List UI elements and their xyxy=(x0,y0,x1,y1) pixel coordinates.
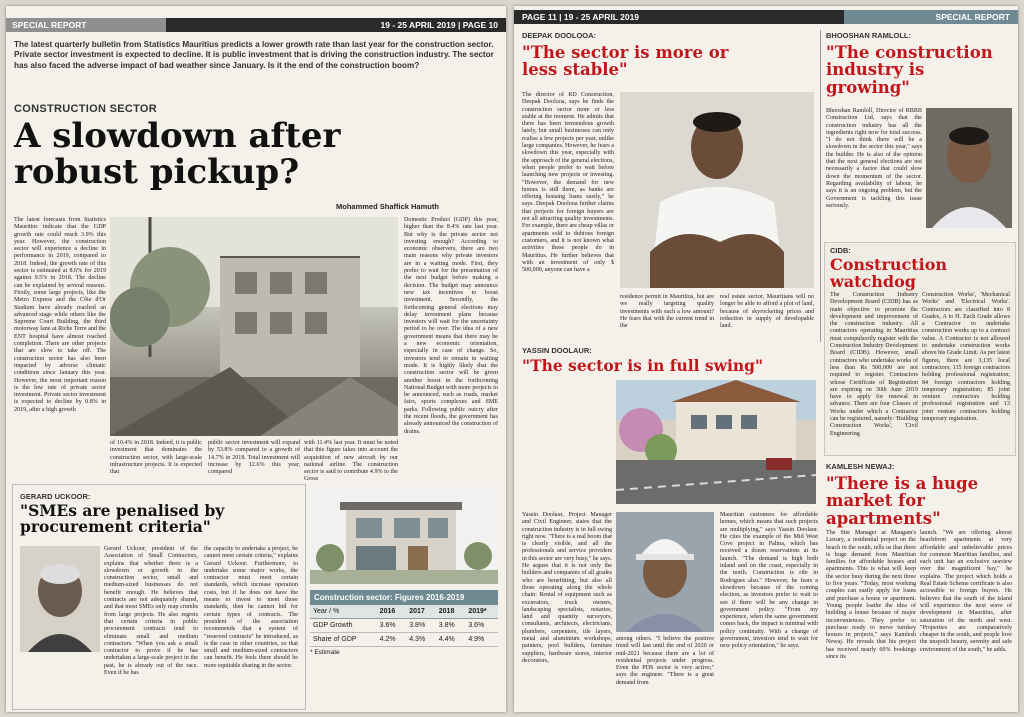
table-header-cell: 2016 xyxy=(377,605,407,619)
date-bar xyxy=(166,18,506,32)
portrait-illustration xyxy=(926,108,1012,228)
residential-project-photo xyxy=(616,380,816,504)
ramloll-kicker: BHOOSHAN RAMLOLL: xyxy=(826,31,911,40)
date-bar-text: 19 - 25 APRIL 2019 | PAGE 10 xyxy=(380,20,498,30)
table-cell: GDP Growth xyxy=(310,619,377,633)
section-tag-bar xyxy=(6,18,172,32)
kicker: CONSTRUCTION SECTOR xyxy=(14,103,158,115)
article-col-3: public sector investment will expand by 53.8% compared to a growth of 14.7% in 2018. Total investment will increase by 12.6% this year, compared xyxy=(208,440,300,476)
smes-headline: "SMEs are penalised by procurement criteria" xyxy=(20,501,225,537)
ramloll-body: Bhooshan Ramloll, Director of RBRB Construction Ltd, says that the construction industry has all the ingredients right now for total success. "I do not think there will be a slowdown in the sector this year," says the builder. He is also of the opinion that the next general elections are not necessarily a factor that could slow down the momentum of the sector. Regarding availability of labour, he says it is an ongoing problem, but the Government is tackling this issue seriously. xyxy=(826,108,922,209)
smes-col-2: the capacity to undertake a project, he cannot meet certain criteria," explains Gerard Uckoor. Furthermore, to undertake some major works, the contractor must meet certain standards, which increase operation costs, but if he does not have the means to invest to meet those standards, then he cannot bid for certain types of contracts. The president of the association recommends that a system of "reserved contracts" be introduced, as is the case in other countries, so that small and medium-sized contractors can benefit. He feels there should be more equitable sharing in the sector. xyxy=(204,546,298,669)
construction-site-illustration xyxy=(110,217,398,436)
table-header-row xyxy=(310,605,498,619)
table-row xyxy=(310,633,498,647)
table-cell: 3.6% xyxy=(377,619,407,633)
doolaur-col-1: Yassin Doolaur, Project Manager and Civil Engineer, states that the construction industry is in full swing right now. "There is a real boom that is clearly visible, and all the professionals and service providers in this sector are very busy," he says. He argues that it is not only the builders and companies of all grades who are benefitting, but also all those operating along the whole chain: Rental of equipment such as excavators, truck owners, landscaping specialists, notaries, land and quantity surveyors, consultants, architects, electricians, plumbers, carpenters, tile layers, metal and aluminium workshops, painters, pool builders, furniture suppliers, hardware stores, interior decorators, xyxy=(522,512,612,664)
table-cell: 3.6% xyxy=(465,619,498,633)
construction-site-photo xyxy=(110,217,398,436)
date-bar-text: PAGE 11 | 19 - 25 APRIL 2019 xyxy=(522,12,640,22)
table-header-cell: 2018 xyxy=(436,605,466,619)
table-cell: 4.4% xyxy=(436,633,466,647)
article-col-1: The latest forecasts from Statistics Mauritius indicate that the GDP growth rate could reach 3.9% this year. However, the construction sector will experience a decline in performance in 2019, compared to 2018. Indeed, the growth rate of this sector is estimated at 8.6% for 2019 against 9.5% in 2018. The decline can be explained by several reasons. Firstly, some large projects, like the Metro Express and the Côte d'Or Stadium have already reached an advanced stage while others like the Supreme Court Building, the third motorway lane at Riche Terre and the ENT hospital have almost reached completion. There are other projects that are slow to take off. The construction sector has also been impacted by adverse climatic conditions since January this year. However, the most important reason is the low rate of private sector investment. Private sector investment is expected to decline by 0.8% in 2019, after a high growth xyxy=(14,217,106,413)
table-header-cell: 2017 xyxy=(406,605,436,619)
table-header-cell: 2019* xyxy=(465,605,498,619)
house-illustration xyxy=(310,486,498,584)
table-cell: 3.8% xyxy=(406,619,436,633)
table-cell: 3.8% xyxy=(436,619,466,633)
bhooshan-ramloll-photo xyxy=(926,108,1012,228)
dooloa-kicker: DEEPAK DOOLOOA: xyxy=(522,31,597,40)
table-cell: Share of GDP xyxy=(310,633,377,647)
doolaur-col-2: among others. "I believe the positive trend will last until the end of 2020 or mid-2021 because there are a lot of residential projects under progress. Even the PDS sector is very active," says the engineer. "There is a great demand from xyxy=(616,636,714,686)
section-tag: SPECIAL REPORT xyxy=(12,20,87,30)
figures-table-container xyxy=(310,590,498,656)
newaj-col-2: launch. "We are offering almost beachfront apartments at very affordable and unbelievable prices for common Mauritian families, and each unit has an exclusive seaview over the magnificent bay," he explains. The project which holds a Real Estate Scheme certificate is also accessible to foreign buyers. He believes that the south of the island will experience the next wave of development in Mauritius, after saturation of the north and west. "Properties are comparatively cheaper in the south, and people love the unspoilt beauty, serenity and safe environment of the south," he adds. xyxy=(920,530,1012,653)
figures-table xyxy=(310,605,498,647)
dooloa-headline: "The sector is more or less stable" xyxy=(522,43,729,80)
doolaur-headline: "The sector is in full swing" xyxy=(522,356,764,375)
figures-table-note: * Estimate xyxy=(310,649,340,656)
page-11 xyxy=(514,6,1018,712)
residential-project-illustration xyxy=(616,380,816,504)
table-cell: 4.2% xyxy=(377,633,407,647)
deepak-dooloa-photo xyxy=(620,92,814,288)
doolaur-kicker: YASSIN DOOLAUR: xyxy=(522,346,592,355)
headline: A slowdown after robust pickup? xyxy=(14,116,341,192)
cidb-kicker: CIDB: xyxy=(830,246,851,255)
article-col-4b: with 11.4% last year. It must be noted that this figure takes into account the acquisition of new aircraft by our national airline. The construction sector is said to contribute 4.9% to the Gross xyxy=(304,440,398,483)
table-row xyxy=(310,619,498,633)
dooloa-col-1: The director of RD Construction, Deepak Doolooa, says he finds the construction sector more or less stable at the moment. He admits that there has been tremendous growth lately, but small businesses can only realise a few projects per year, unlike large companies. However, he fears a slowdown this year, especially with the approach of the general elections, when people prefer to wait before launching new projects or investing. "However, the demand for new homes is still there, as banks are offering housing loans easily," he says. Deepak Doolooa further claims that projects for foreign buyers are not all attracting quality investments. For example, there are cheap villas or apartments sold to dubious foreign customers, and it is not known what activities these people do in Mauritius. He further believes that with an investment of only $ 500,000, anyone can have a xyxy=(522,92,614,274)
portrait-illustration xyxy=(616,512,714,632)
house-illustration-photo xyxy=(310,486,498,584)
portrait-illustration xyxy=(620,92,814,288)
newaj-headline: "There is a huge market for apartments" xyxy=(826,474,979,528)
cidb-col-1: The Construction Industry Development Board (CIDB) has as main objective to promote the development and improvement of the construction industry. All contractors operating in Mauritius must compulsorily register with the Construction Industry Development Board (CIDB). However, small contractors who undertake works of less than Rs 500,000 are not required to register. Contractors whose Certificate of Registration are expiring on 30th June 2019 have to apply for renewal in advance. There are four Classes of Works under which a Contractor can be registered, namely: 'Building Construction Works', 'Civil Engineering xyxy=(830,292,918,437)
page-10 xyxy=(6,6,506,712)
standfirst: The latest quarterly bulletin from Statistics Mauritius predicts a lower growth rate than last year for the construction sector. Private sector investment is expected to decline. It is public investment that is driving the construction industry. The sector has also faced the adverse impact of bad weather since January. Is it the end of the construction boom? xyxy=(14,40,494,70)
newaj-kicker: KAMLESH NEWAJ: xyxy=(826,462,895,471)
article-col-4a: Domestic Product (GDP) this year, higher than the 8.4% rate last year. But why is the private sector not investing enough? According to economic observers, there are two main reasons why private investors are in a waiting mode. First, they prefer to wait for the presentation of the next budget before making a decision. The budget may announce new tax incentives to boost investment. Secondly, the forthcoming general elections may delay investment plans because investors will wait for the uncertainty period to be over. The idea of a new government means that there may be a new economic orientation, especially in case of change. So, investors tend to remain in waiting mode. It is highly likely that the construction sector will be given another boost in the forthcoming National Budget with more projects to be announced, such as roads, market fairs, sports complexes and SME parks. Following public outcry after the recent floods, the government has already announced the construction of drains. xyxy=(404,217,498,435)
yassin-doolaur-photo xyxy=(616,512,714,632)
cidb-headline: Construction watchdog xyxy=(830,255,948,291)
figures-table-title: Construction sector: Figures 2016-2019 xyxy=(310,590,498,605)
table-header-cell: Year / % xyxy=(310,605,377,619)
smes-col-1: Gerard Uckoor, president of the Association of Small Contractors, explains that whether there is a slowdown or growth in the construction sector, small and medium-sized businesses do not benefit enough. He believes that contracts are not adequately shared, and that most SMEs only reap crumbs from large projects. He also regrets that certain criteria in public procurement contracts tend to eliminate small and medium contractors. "When you ask a small contractor to prove if he has undertaken a large-scale project in the past, he is already out of the race. Even if he has xyxy=(104,546,198,677)
table-cell: 4.9% xyxy=(465,633,498,647)
ramloll-headline: "The construction industry is growing" xyxy=(826,43,993,97)
cidb-col-2: Construction Works', 'Mechanical Works' and 'Electrical Works'. Contractors are classified into 8 Grades, A to H. Each Grade allows a Contractor to undertake construction works up to a contract value. A Contractor is not allowed to undertake construction works above his Grade Limit. As per latest figures, there are 3,135 local contractors; 115 foreign contractors holding professional registration; 84 foreign contractors holding temporary registration; 85 joint venture contractors holding professional registration and 13 joint venture contractors holding temporary registration. xyxy=(922,292,1010,423)
dooloa-col-3: real estate sector, Mauritians will no longer be able to afford a plot of land, because of skyrocketing prices and reduction in supply of developable land. xyxy=(720,294,814,330)
section-tag: SPECIAL REPORT xyxy=(935,12,1010,22)
date-bar xyxy=(514,10,844,24)
portrait-illustration xyxy=(20,546,100,652)
section-tag-bar xyxy=(844,10,1018,24)
dooloa-col-2: residence permit in Mauritius, but are we really targeting quality investments with such a low amount? He fears that with the current trend in the xyxy=(620,294,714,330)
article-col-2: of 10.4% in 2018. Indeed, it is public investment that dominates the construction sector, with large-scale infrastructure projects. It is expected that xyxy=(110,440,202,476)
gerard-uckoor-photo xyxy=(20,546,100,652)
table-cell: 4.3% xyxy=(406,633,436,647)
newaj-col-1: The Site Manager at Maugam's Luxury, a residential project on the beach in the south, tells us that there is huge demand from Mauritian families for affordable houses and apartments. This is what will keep the sector busy during the next three to five years. "Today, most working couples can easily apply for loans and purchase a house or apartment. Young people loathe the idea of building a house because of major inconveniences. They prefer to purchase ready to move turnkey houses in projects," says Kamlesh Newaj. He reveals that his project has received nearly 60% bookings since its xyxy=(826,530,916,661)
smes-kicker: GERARD UCKOOR: xyxy=(20,492,91,501)
doolaur-col-3: Mauritian customers for affordable homes, which means that such projects are multiplying," says Yassin Doolaur. He cites the example of the Mid West Cove project in Palma, which has received a dozen reservations at its launch. "The demand is high both inland and on the coast, especially in the north. Construction is rife in Rodrigues also." However, he fears a slowdown because of the coming election, as investors prefer to wait to see if there will be any change in government policy. "From my experience, when the same government comes back, the impact is minimal with policy continuity. With a change of government, investors tend to wait for new policy orientation," he says. xyxy=(720,512,818,650)
byline: Mohammed Shaffick Hamuth xyxy=(336,202,439,211)
divider-vertical xyxy=(820,30,821,342)
